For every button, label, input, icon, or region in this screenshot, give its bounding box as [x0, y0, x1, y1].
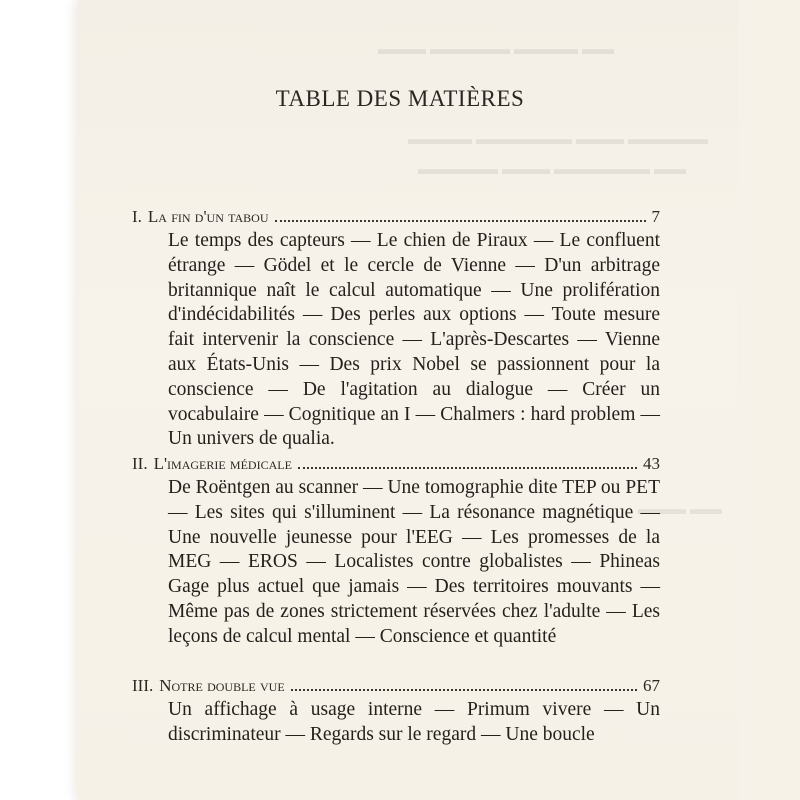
chapter-title: L'imagerie médicale	[153, 454, 292, 473]
show-through-text: ▬▬▬▬ ▬▬▬▬▬▬ ▬▬▬ ▬▬▬▬▬	[408, 131, 708, 148]
chapter-number: I.	[132, 207, 142, 226]
show-through-text: ▬▬▬ ▬▬▬▬▬ ▬▬▬▬ ▬▬	[378, 41, 614, 58]
toc-entry-heading	[132, 452, 660, 476]
toc-entry-1	[132, 205, 660, 452]
dot-leader	[275, 219, 646, 222]
chapter-summary: Un affichage à usage interne — Primum vivere — Un discriminateur — Regards sur le regard — Une boucle	[168, 699, 660, 745]
page-number: 43	[643, 454, 660, 473]
toc-entry-heading	[132, 674, 660, 698]
toc-entry-heading	[132, 205, 660, 229]
dot-leader	[291, 688, 637, 691]
chapter-title: Notre double vue	[159, 676, 285, 695]
toc-entry-3	[132, 674, 660, 748]
page-number: 67	[643, 676, 660, 695]
chapter-summary: Le temps des capteurs — Le chien de Piraux — Le confluent étrange — Gödel et le cercle de Vienne — D'un arbitrage britannique naît le calcul automatique — Une prolifération d'indécidabilités — Des perles aux options — Toute mesure fait intervenir la conscience — L'après-Descartes — Vienne aux États-Unis — Des prix Nobel se passionnent pour la conscience — De l'agitation au dialogue — Créer un vocabulaire — Cognitique an I — Chalmers : hard problem — Un univers de qualia.	[168, 230, 660, 450]
page-number: 7	[651, 207, 660, 226]
dot-leader	[298, 466, 637, 469]
show-through-text: ▬▬▬ ▬▬	[638, 501, 722, 518]
chapter-number: III.	[132, 676, 154, 695]
toc-entry-2	[132, 452, 660, 650]
chapter-number: II.	[132, 454, 148, 473]
page-title: TABLE DES MATIÈRES	[275, 86, 525, 111]
show-through-text: ▬▬▬▬▬ ▬▬▬ ▬▬▬▬▬▬ ▬▬	[418, 161, 686, 178]
chapter-summary: De Roëntgen au scanner — Une tomographie dite TEP ou PET — Les sites qui s'illuminent — La résonance magnétique — Une nouvelle jeunesse pour l'EEG — Les promesses de la MEG — EROS — Localistes contre globalistes — Phineas Gage plus actuel que jamais — Des territoires mouvants — Même pas de zones strictement réservées chez l'adulte — Les leçons de calcul mental — Conscience et quantité	[168, 477, 660, 647]
chapter-title: La fin d'un tabou	[147, 207, 269, 226]
